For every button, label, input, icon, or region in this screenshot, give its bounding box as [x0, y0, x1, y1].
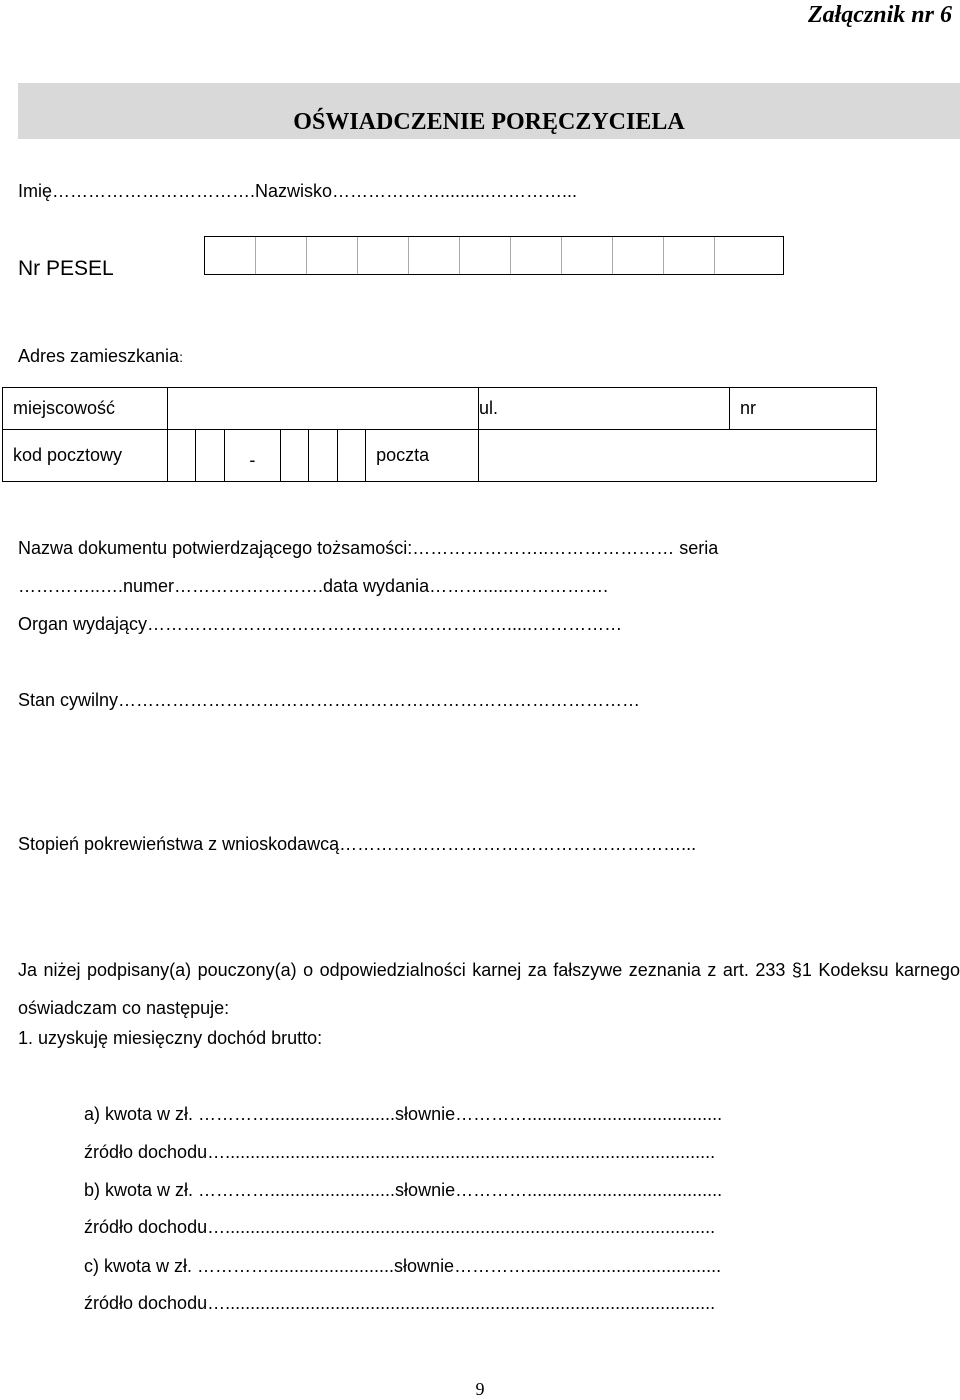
pesel-digit[interactable] — [256, 237, 307, 274]
postcode-dash: - — [224, 430, 280, 482]
declaration-text: Ja niżej podpisany(a) pouczony(a) o odpowiedzialności karnej za fałszywe zeznania z art. 233 §1 Kodeksu karnego oświadczam co następuje: — [18, 960, 960, 1018]
address-heading — [18, 346, 183, 367]
number-label: nr — [740, 398, 757, 418]
postcode-digit[interactable] — [309, 430, 337, 482]
document-number-line[interactable]: …………..….numer…………………….data wydania………......……………. — [18, 576, 609, 596]
income-source-a[interactable]: źródło dochodu….................................................................................................. — [84, 1142, 716, 1162]
income-heading: 1. uzyskuję miesięczny dochód brutto: — [18, 1028, 323, 1048]
pesel-field[interactable] — [204, 236, 784, 275]
pesel-digit[interactable] — [307, 237, 358, 274]
pesel-digit[interactable] — [562, 237, 613, 274]
postcode-digit[interactable] — [337, 430, 365, 482]
pesel-digit[interactable] — [460, 237, 511, 274]
pesel-digit[interactable] — [715, 237, 783, 274]
pesel-digit[interactable] — [511, 237, 562, 274]
pesel-digit[interactable] — [409, 237, 460, 274]
address-colon: : — [179, 349, 183, 365]
income-amount-b[interactable]: b) kwota w zł. ………….........................słownie…………....................................... — [84, 1180, 723, 1200]
income-amount-c[interactable]: c) kwota w zł. ………….........................słownie…………....................................... — [84, 1256, 722, 1276]
address-label: Adres zamieszkania — [18, 346, 180, 366]
kinship-line[interactable]: Stopień pokrewieństwa z wnioskodawcą…………………………………………………... — [18, 834, 697, 854]
postcode-label: kod pocztowy — [3, 430, 168, 482]
issuing-authority-line[interactable]: Organ wydający…………………………………………………….....…………… — [18, 614, 623, 634]
street-label: ul. — [479, 398, 499, 418]
address-table — [2, 387, 877, 482]
attachment-label: Załącznik nr 6 — [807, 2, 952, 28]
locality-field[interactable] — [168, 388, 479, 430]
pesel-digit[interactable] — [613, 237, 664, 274]
number-field[interactable] — [730, 388, 877, 430]
post-field[interactable] — [479, 430, 877, 482]
street-field[interactable] — [479, 388, 730, 430]
postcode-digit[interactable] — [168, 430, 196, 482]
pesel-digit[interactable] — [358, 237, 409, 274]
civil-status-line[interactable]: Stan cywilny…………………………………………………………………………… — [18, 690, 641, 710]
pesel-digit[interactable] — [664, 237, 715, 274]
pesel-digit[interactable] — [205, 237, 256, 274]
postcode-digit[interactable] — [196, 430, 224, 482]
postcode-digit[interactable] — [280, 430, 308, 482]
page-title: OŚWIADCZENIE PORĘCZYCIELA — [293, 109, 685, 135]
page-number: 9 — [475, 1379, 485, 1399]
income-amount-a[interactable]: a) kwota w zł. ………….........................słownie…………....................................... — [84, 1104, 723, 1124]
name-line[interactable]: Imię…………………………….Nazwisko………………..........…………... — [18, 181, 578, 201]
income-source-b[interactable]: źródło dochodu….................................................................................................. — [84, 1217, 716, 1237]
income-source-c[interactable]: źródło dochodu….................................................................................................. — [84, 1293, 716, 1313]
document-name-line[interactable]: Nazwa dokumentu potwierdzającego tożsamości:…………………..………………… seria — [18, 538, 719, 558]
pesel-label: Nr PESEL — [18, 257, 114, 280]
post-label: poczta — [366, 430, 479, 482]
locality-label: miejscowość — [3, 388, 168, 430]
